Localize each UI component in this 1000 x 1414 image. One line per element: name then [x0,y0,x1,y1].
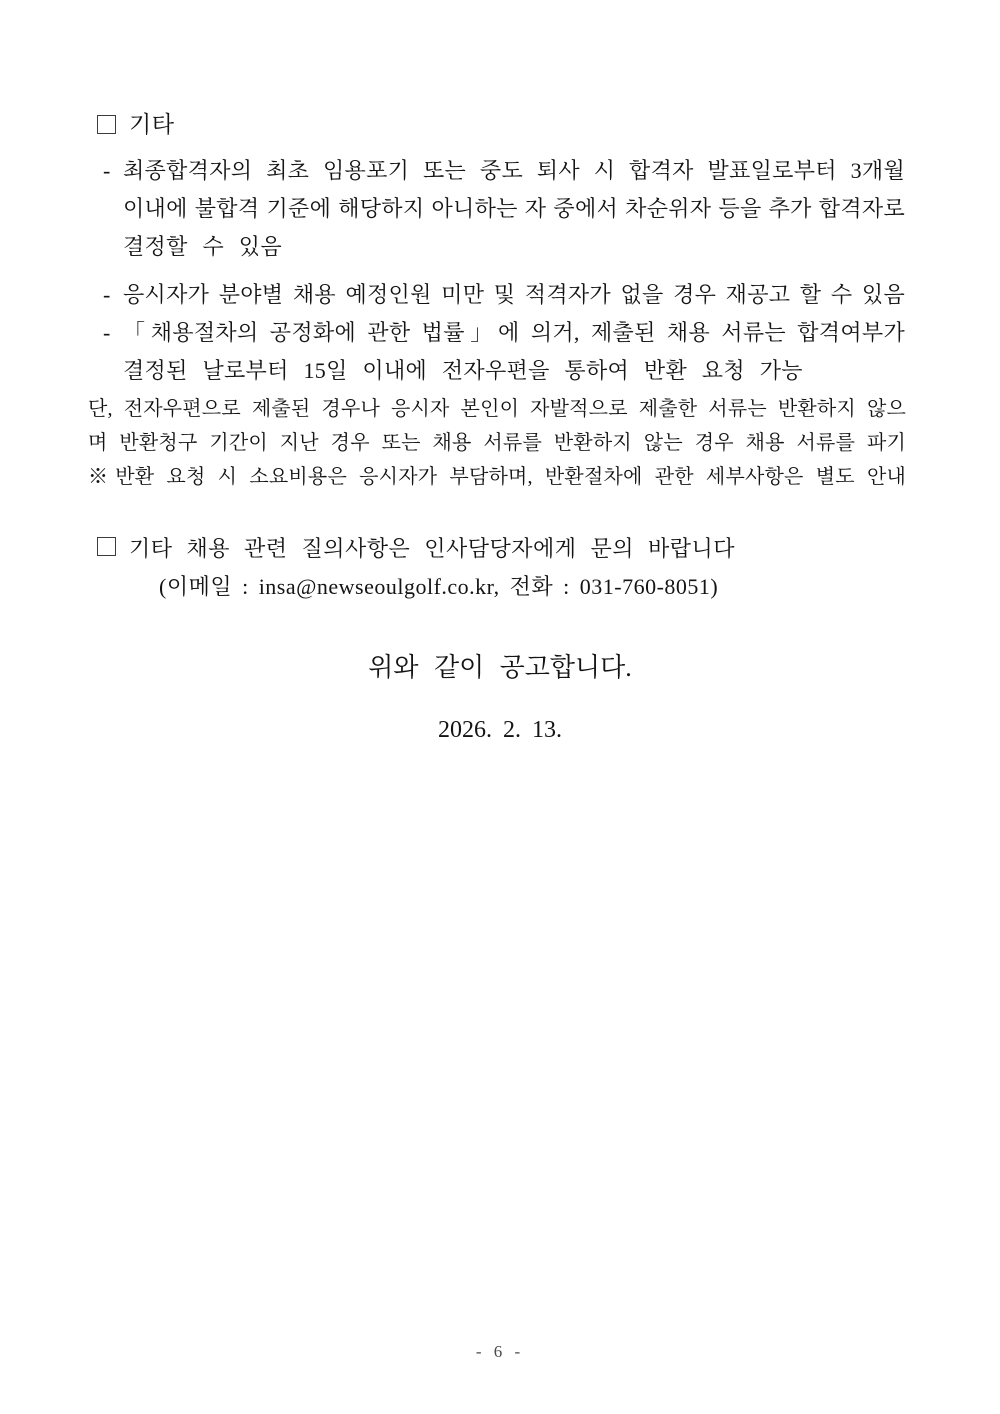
section-contact-heading-row [95,530,905,606]
checkbox-square-icon [97,537,116,556]
page-number: - 6 - [475,1342,525,1361]
closing-statement: 위와 같이 공고합니다. [368,653,632,682]
section-misc-heading-row [95,108,905,142]
note-line: 며 반환청구 기간이 지난 경우 또는 채용 서류를 반환하지 않는 경우 채용 서류를 파기 [88,432,906,454]
contact-lines [129,530,735,606]
bullet-dash: - [103,282,111,307]
document-content [88,108,906,748]
text-line: 결정할 수 있음 [123,234,282,259]
bullet-item [95,152,905,266]
text-line: 이내에 불합격 기준에 해당하지 아니하는 자 중에서 차순위자 등을 추가 합격자로 [123,196,905,221]
text-line: 「채용절차의 공정화에 관한 법률」에 의거, 제출된 채용 서류는 합격여부가 [123,320,905,345]
checkbox-square-icon [97,115,116,134]
text-line: 응시자가 분야별 채용 예정인원 미만 및 적격자가 없을 경우 재공고 할 수 있음 [123,282,905,307]
note-block [88,392,906,494]
bullet-dash: - [103,158,111,183]
contact-question-line: 기타 채용 관련 질의사항은 인사담당자에게 문의 바랍니다 [129,536,736,561]
text-line: 결정된 날로부터 15일 이내에 전자우편을 통하여 반환 요청 가능 [123,358,803,383]
text-line: 최종합격자의 최초 임용포기 또는 중도 퇴사 시 합격자 발표일로부터 3개월 [123,158,905,183]
bullet-dash: - [103,320,111,345]
bullet-item [95,314,905,390]
section-heading: 기타 [129,112,175,137]
note-line: ※반환 요청 시 소요비용은 응시자가 부담하며, 반환절차에 관한 세부사항은 별도 안내 [88,466,906,488]
bullet-item [95,276,905,314]
closing-date: 2026. 2. 13. [438,717,562,743]
note-line: 단, 전자우편으로 제출된 경우나 응시자 본인이 자발적으로 제출한 서류는 반환하지 않으 [88,398,906,420]
contact-email-phone-line: (이메일 : insa@newseoulgolf.co.kr, 전화 : 031-760-8051) [159,574,719,599]
